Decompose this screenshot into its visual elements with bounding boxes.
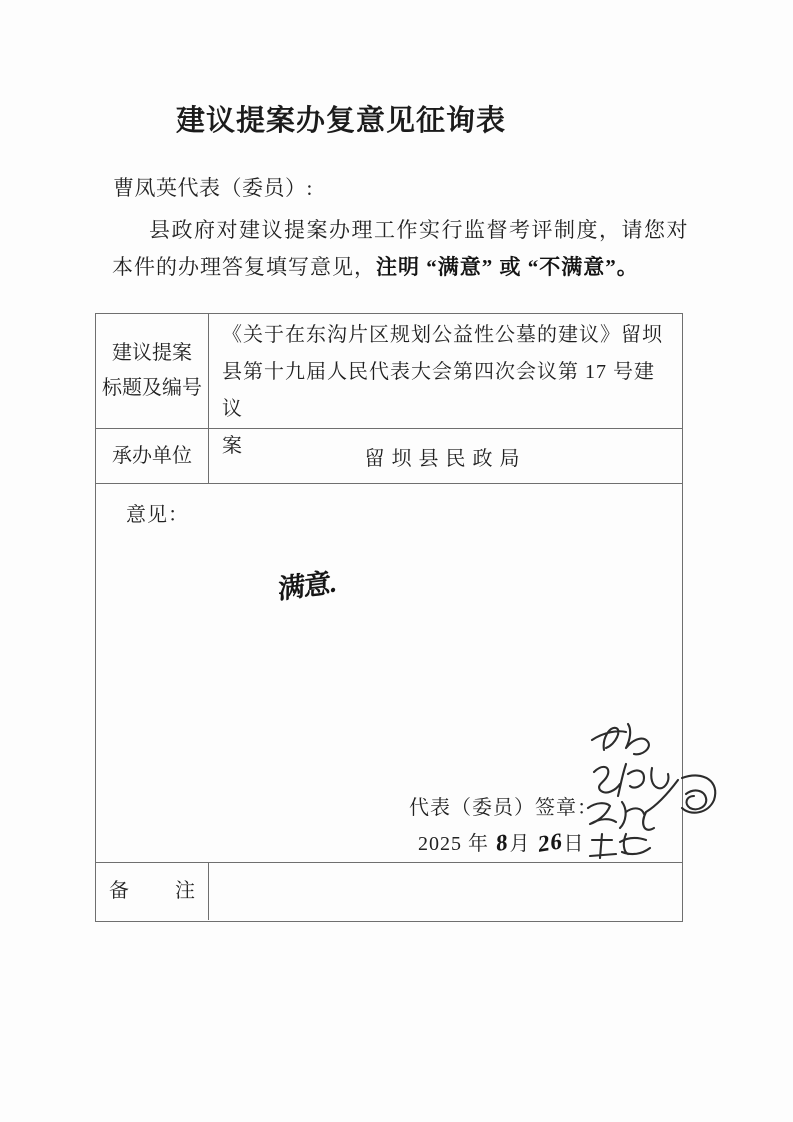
intro-paragraph-line2 — [112, 251, 639, 281]
salutation-line: 曹凤英代表（委员）: — [113, 176, 313, 200]
handwritten-opinion: 满意. — [277, 567, 336, 605]
proposal-label-cell — [96, 314, 209, 428]
remarks-label-cell — [96, 863, 209, 920]
table-row-undertaker — [96, 428, 682, 483]
handwritten-signatures — [582, 710, 722, 860]
date-line — [418, 827, 585, 856]
signature-label: 代表（委员）签章： — [409, 797, 598, 819]
intro-paragraph-line1: 县政府对建议提案办理工作实行监督考评制度，请您对 — [149, 218, 689, 242]
feedback-form-table — [95, 313, 683, 922]
undertaker-label: 承办单位 — [112, 444, 192, 467]
remarks-label-char1: 备 — [109, 880, 129, 902]
remarks-label-char2: 注 — [175, 880, 195, 902]
undertaker-value: 留坝县民政局 — [364, 447, 527, 470]
date-day-unit: 日 — [563, 833, 585, 855]
undertaker-value-cell — [209, 429, 682, 483]
handwritten-month: 8 — [495, 828, 509, 857]
proposal-text-line2: 县第十九届人民代表大会第四次会议第 17 号建议 — [222, 361, 655, 420]
date-year-printed: 2025 年 — [418, 833, 489, 855]
proposal-label-line2: 标题及编号 — [102, 377, 202, 399]
page-title: 建议提案办复意见征询表 — [175, 105, 506, 137]
date-month-unit: 月 — [509, 833, 531, 855]
remarks-value-cell — [209, 863, 682, 920]
proposal-text-line1: 《关于在东沟片区规划公益性公墓的建议》留坝 — [222, 324, 663, 346]
handwritten-day: 26 — [537, 827, 563, 858]
proposal-label-line1: 建议提案 — [112, 342, 192, 364]
opinion-label: 意见： — [126, 504, 189, 526]
table-row-opinion — [96, 483, 682, 862]
table-row-remarks — [96, 862, 682, 920]
intro-line2-bold-text: 注明 “满意” 或 “不满意”。 — [376, 255, 639, 279]
proposal-value-cell — [209, 314, 682, 457]
undertaker-label-cell — [96, 429, 209, 483]
intro-line2-normal-text: 本件的办理答复填写意见， — [112, 255, 376, 279]
proposal-text-line3: 案 — [222, 435, 243, 457]
